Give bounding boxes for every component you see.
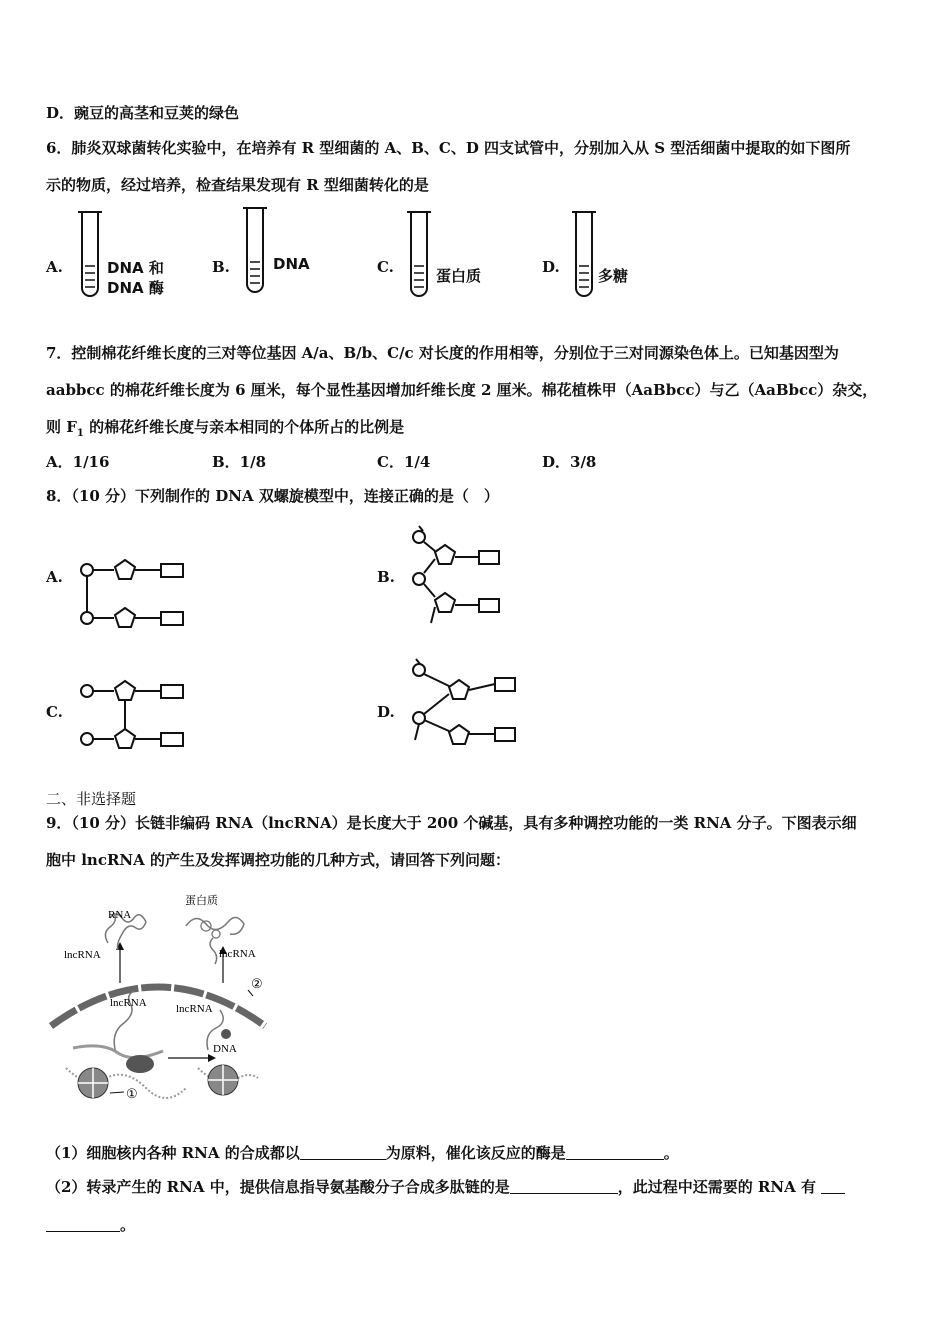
label-mark-2: ② <box>251 976 263 991</box>
nuclear-envelope <box>51 987 265 1026</box>
q9-sub1: （1）细胞核内各种 RNA 的合成都以 为原料，催化该反应的酶是 。 <box>46 1144 679 1162</box>
label-rna: RNA <box>108 909 132 921</box>
label-lncrna-mid1: lncRNA <box>110 997 147 1009</box>
q5-option-d: D．豌豆的高茎和豆荚的绿色 <box>46 104 240 122</box>
blank-2[interactable] <box>566 1145 664 1160</box>
q9-sub2-cont: 。 <box>46 1214 135 1235</box>
blank-3[interactable] <box>510 1179 618 1194</box>
label-lncrna-left: lncRNA <box>64 949 101 961</box>
q6-option-a-letter: A. <box>46 258 63 276</box>
q8-option-b-letter: B. <box>377 568 395 586</box>
q8-stem: 8．（10 分）下列制作的 DNA 双螺旋模型中，连接正确的是（ ） <box>46 487 499 505</box>
q7-option-c: C．1/4 <box>377 453 431 471</box>
blank-4b[interactable] <box>46 1217 120 1232</box>
label-dna: DNA <box>213 1043 237 1055</box>
q6-option-b-label: DNA <box>273 255 310 273</box>
label-mark-1: ① <box>126 1086 138 1101</box>
q9-sub2: （2）转录产生的 RNA 中，提供信息指导氨基酸分子合成多肽链的是 ，此过程中还需要的 RNA 有 <box>46 1176 845 1197</box>
q8-option-d-letter: D. <box>377 703 395 721</box>
q6-stem-line1: 6．肺炎双球菌转化实验中，在培养有 R 型细菌的 A、B、C、D 四支试管中，分别加入从 S 型活细菌中提取的如下图所 <box>46 139 851 157</box>
q6-option-a-label: DNA 和 DNA 酶 <box>107 259 164 297</box>
q9-stem-line1: 9．（10 分）长链非编码 RNA（lncRNA）是长度大于 200 个碱基，具有多种调控功能的一类 RNA 分子。下图表示细 <box>46 814 857 832</box>
q7-option-a: A．1/16 <box>46 453 110 471</box>
q7-stem-line2: aabbcc 的棉花纤维长度为 6 厘米，每个显性基因增加纤维长度 2 厘米。棉花植株甲（AaBbcc）与乙（AaBbcc）杂交， <box>46 381 878 399</box>
lncrna-diagram <box>48 888 278 1113</box>
label-lncrna-right: lncRNA <box>219 948 256 960</box>
protein-strand <box>186 917 244 934</box>
q6-option-d-letter: D. <box>542 258 560 276</box>
q7-stem-line1: 7．控制棉花纤维长度的三对等位基因 A/a、B/b、C/c 对长度的作用相等，分别位于三对同源染色体上。已知基因型为 <box>46 344 839 362</box>
q9-stem-line2: 胞中 lncRNA 的产生及发挥调控功能的几种方式，请回答下列问题： <box>46 851 510 869</box>
q6-option-c-letter: C. <box>377 258 394 276</box>
q6-option-b-letter: B. <box>212 258 230 276</box>
q7-stem-line3: 则 $F_1$ 的棉花纤维长度与亲本相同的个体所占的比例是 <box>46 418 405 439</box>
q8-option-a-letter: A. <box>46 568 63 586</box>
dna-model-b-diagram <box>405 523 510 628</box>
q6-option-c-label: 蛋白质 <box>436 267 482 285</box>
dna-model-a-diagram <box>78 555 188 630</box>
label-lncrna-mid2: lncRNA <box>176 1003 213 1015</box>
section-heading: 二、非选择题 <box>46 790 137 808</box>
dna-model-d-diagram <box>405 656 525 746</box>
q7-option-b: B．1/8 <box>212 453 267 471</box>
test-tube-a-icon <box>76 210 106 302</box>
q6-option-d-label: 多糖 <box>598 267 629 285</box>
blank-1[interactable] <box>300 1145 386 1160</box>
label-protein: 蛋白质 <box>185 895 218 907</box>
test-tube-d-icon <box>570 210 600 302</box>
test-tube-b-icon <box>241 206 271 298</box>
q6-stem-line2: 示的物质，经过培养，检查结果发现有 R 型细菌转化的是 <box>46 176 429 194</box>
dna-model-c-diagram <box>78 676 188 751</box>
q8-option-c-letter: C. <box>46 703 63 721</box>
test-tube-c-icon <box>405 210 435 302</box>
q7-option-d: D．3/8 <box>542 453 597 471</box>
blank-4a[interactable] <box>821 1179 845 1194</box>
